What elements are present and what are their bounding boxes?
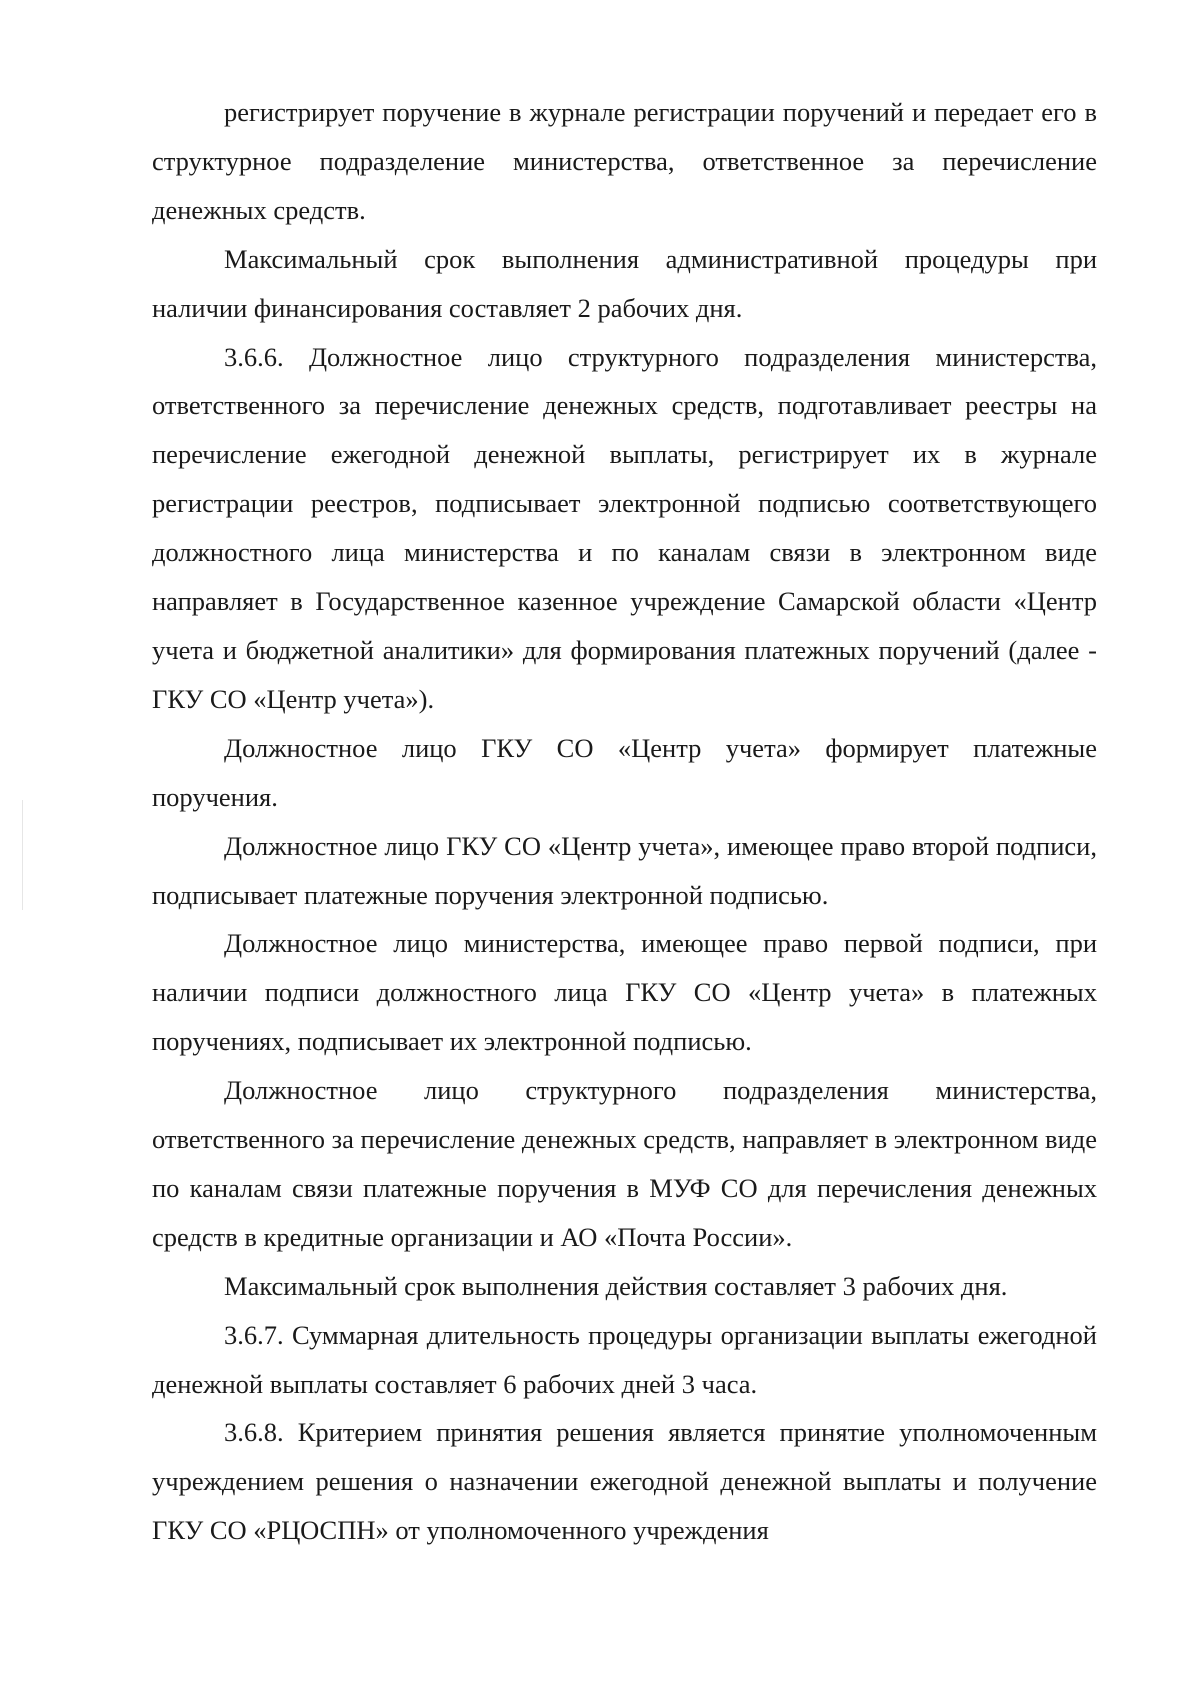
paragraph-center-forms-orders: Должностное лицо ГКУ СО «Центр учета» формирует платежные поручения. (152, 732, 1097, 812)
paragraph-second-signature: Должностное лицо ГКУ СО «Центр учета», имеющее право второй подписи, подписывает платежные поручения электронной подписью. (152, 830, 1097, 910)
paragraph-first-signature: Должностное лицо министерства, имеющее право первой подписи, при наличии подписи должностного лица ГКУ СО «Центр учета» в платежных поручениях, подписывает их электронной подписью. (152, 928, 1097, 1057)
scan-artifact-line (22, 800, 23, 910)
document-body (152, 88, 1097, 1555)
paragraph-send-to-muf: Должностное лицо структурного подразделения министерства, ответственного за перечисление денежных средств, направляет в электронном виде по каналам связи платежные поручения в МУФ СО для перечисления денежных средств в кредитные организации и АО «Почта России». (152, 1075, 1097, 1252)
paragraph-3-6-6: 3.6.6. Должностное лицо структурного подразделения министерства, ответственного за перечисление денежных средств, подготавливает реестры на перечисление ежегодной денежной выплаты, регистрирует их в журнале регистрации реестров, подписывает электронной подписью соответствующего должностного лица министерства и по каналам связи в электронном виде направляет в Государственное казенное учреждение Самарской области «Центр учета и бюджетной аналитики» для формирования платежных поручений (далее - ГКУ СО «Центр учета»). (152, 341, 1097, 714)
paragraph-continuation: регистрирует поручение в журнале регистрации поручений и передает его в структурное подразделение министерства, ответственное за перечисление денежных средств. (152, 97, 1097, 225)
paragraph-3-6-7: 3.6.7. Суммарная длительность процедуры организации выплаты ежегодной денежной выплаты составляет 6 рабочих дней 3 часа. (152, 1319, 1097, 1399)
paragraph-3-6-8: 3.6.8. Критерием принятия решения является принятие уполномоченным учреждением решения о назначении ежегодной денежной выплаты и получение ГКУ СО «РЦОСПН» от уполномоченного учреждения (152, 1417, 1097, 1546)
paragraph-max-term-3-days: Максимальный срок выполнения действия составляет 3 рабочих дня. (224, 1270, 1008, 1301)
paragraph-max-term-2-days: Максимальный срок выполнения административной процедуры при наличии финансирования составляет 2 рабочих дня. (152, 243, 1097, 323)
